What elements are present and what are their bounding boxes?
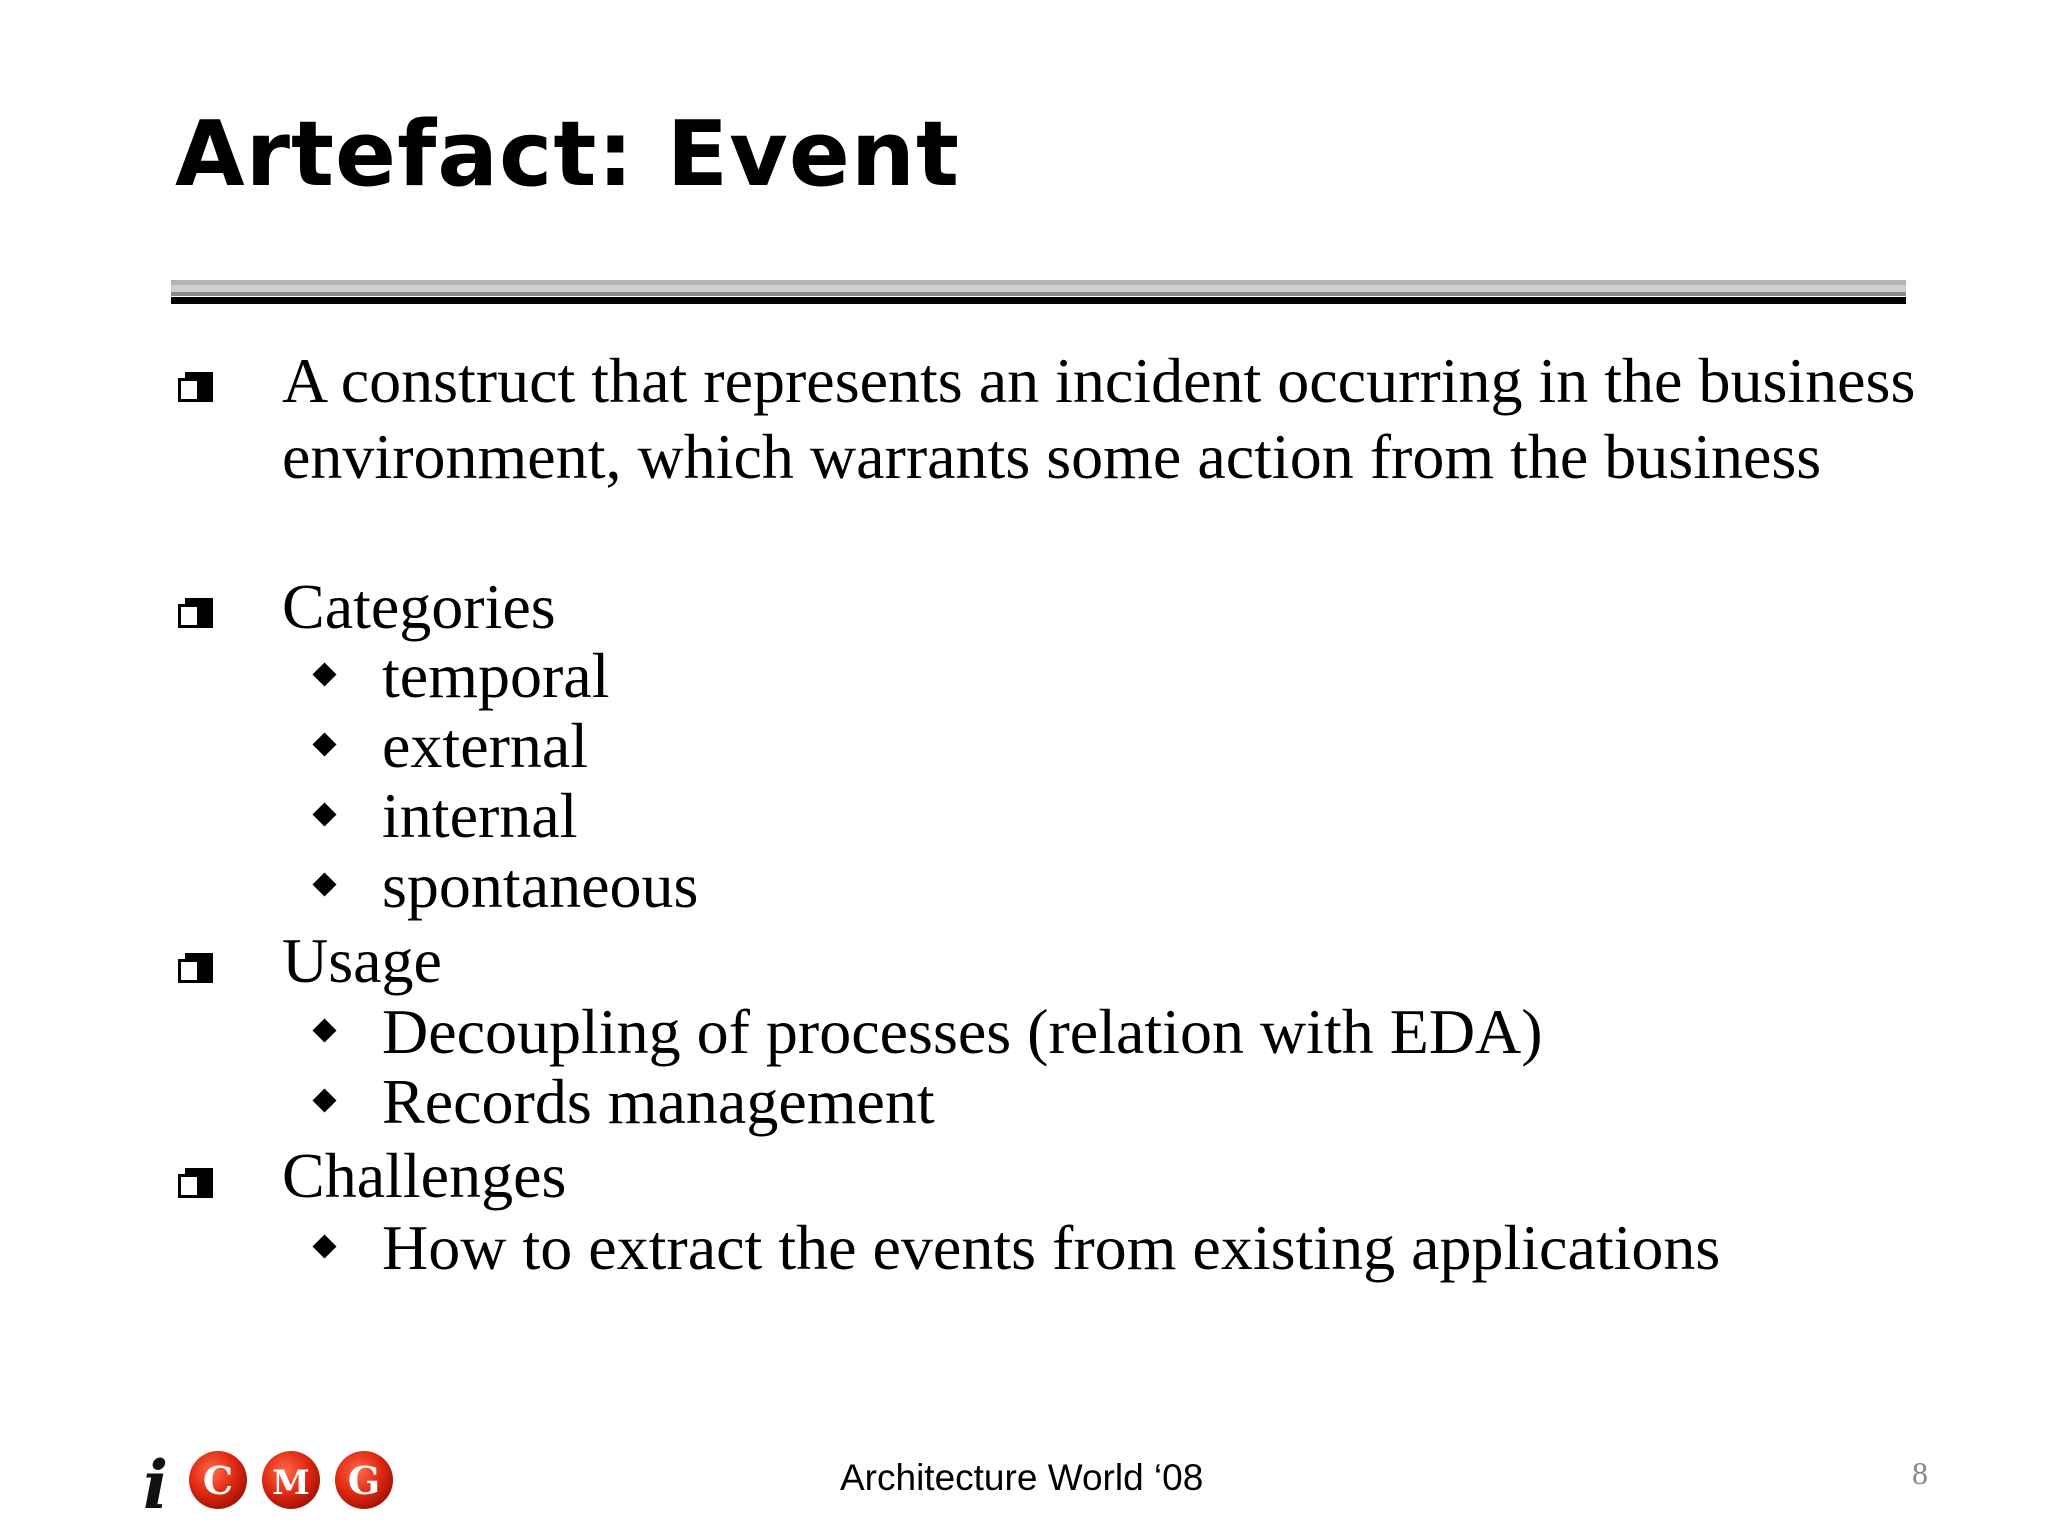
diamond-bullet-icon	[312, 1234, 336, 1258]
square-bullet-icon	[178, 1168, 206, 1198]
subitem-external: external	[382, 710, 589, 781]
diamond-bullet-icon	[312, 872, 336, 896]
title-divider	[171, 280, 1906, 307]
slide-title: Artefact: Event	[175, 102, 960, 207]
square-bullet-icon	[178, 598, 206, 628]
logo-g-letter: G	[347, 1458, 381, 1503]
bullet-item-challenges: Challenges	[282, 1140, 567, 1211]
diamond-bullet-icon	[312, 1018, 336, 1042]
logo-m-letter: M	[272, 1463, 310, 1503]
bullet-item-categories: Categories	[282, 571, 556, 642]
diamond-bullet-icon	[312, 732, 336, 756]
subitem-internal: internal	[382, 780, 578, 851]
logo-i-letter: i	[143, 1446, 169, 1518]
diamond-bullet-icon	[312, 662, 336, 686]
footer-event-name: Architecture World ‘08	[840, 1457, 1204, 1498]
subitem-decoupling: Decoupling of processes (relation with EDA)	[382, 996, 1543, 1067]
bullet-item-construct: A construct that represents an incident occurring in the business environment, which warrants some action from the business	[282, 345, 1916, 492]
diamond-bullet-icon	[312, 802, 336, 826]
subitem-extract-events: How to extract the events from existing applications	[382, 1212, 1721, 1283]
square-bullet-icon	[178, 372, 206, 402]
page-number: 8	[1912, 1455, 1928, 1491]
subitem-temporal: temporal	[382, 640, 610, 711]
subitem-spontaneous: spontaneous	[382, 850, 699, 921]
logo-c-letter: C	[202, 1458, 234, 1503]
diamond-bullet-icon	[312, 1088, 336, 1112]
bullet-item-usage: Usage	[282, 925, 442, 996]
square-bullet-icon	[178, 953, 206, 983]
subitem-records: Records management	[382, 1066, 935, 1137]
icmg-logo	[143, 1438, 408, 1518]
